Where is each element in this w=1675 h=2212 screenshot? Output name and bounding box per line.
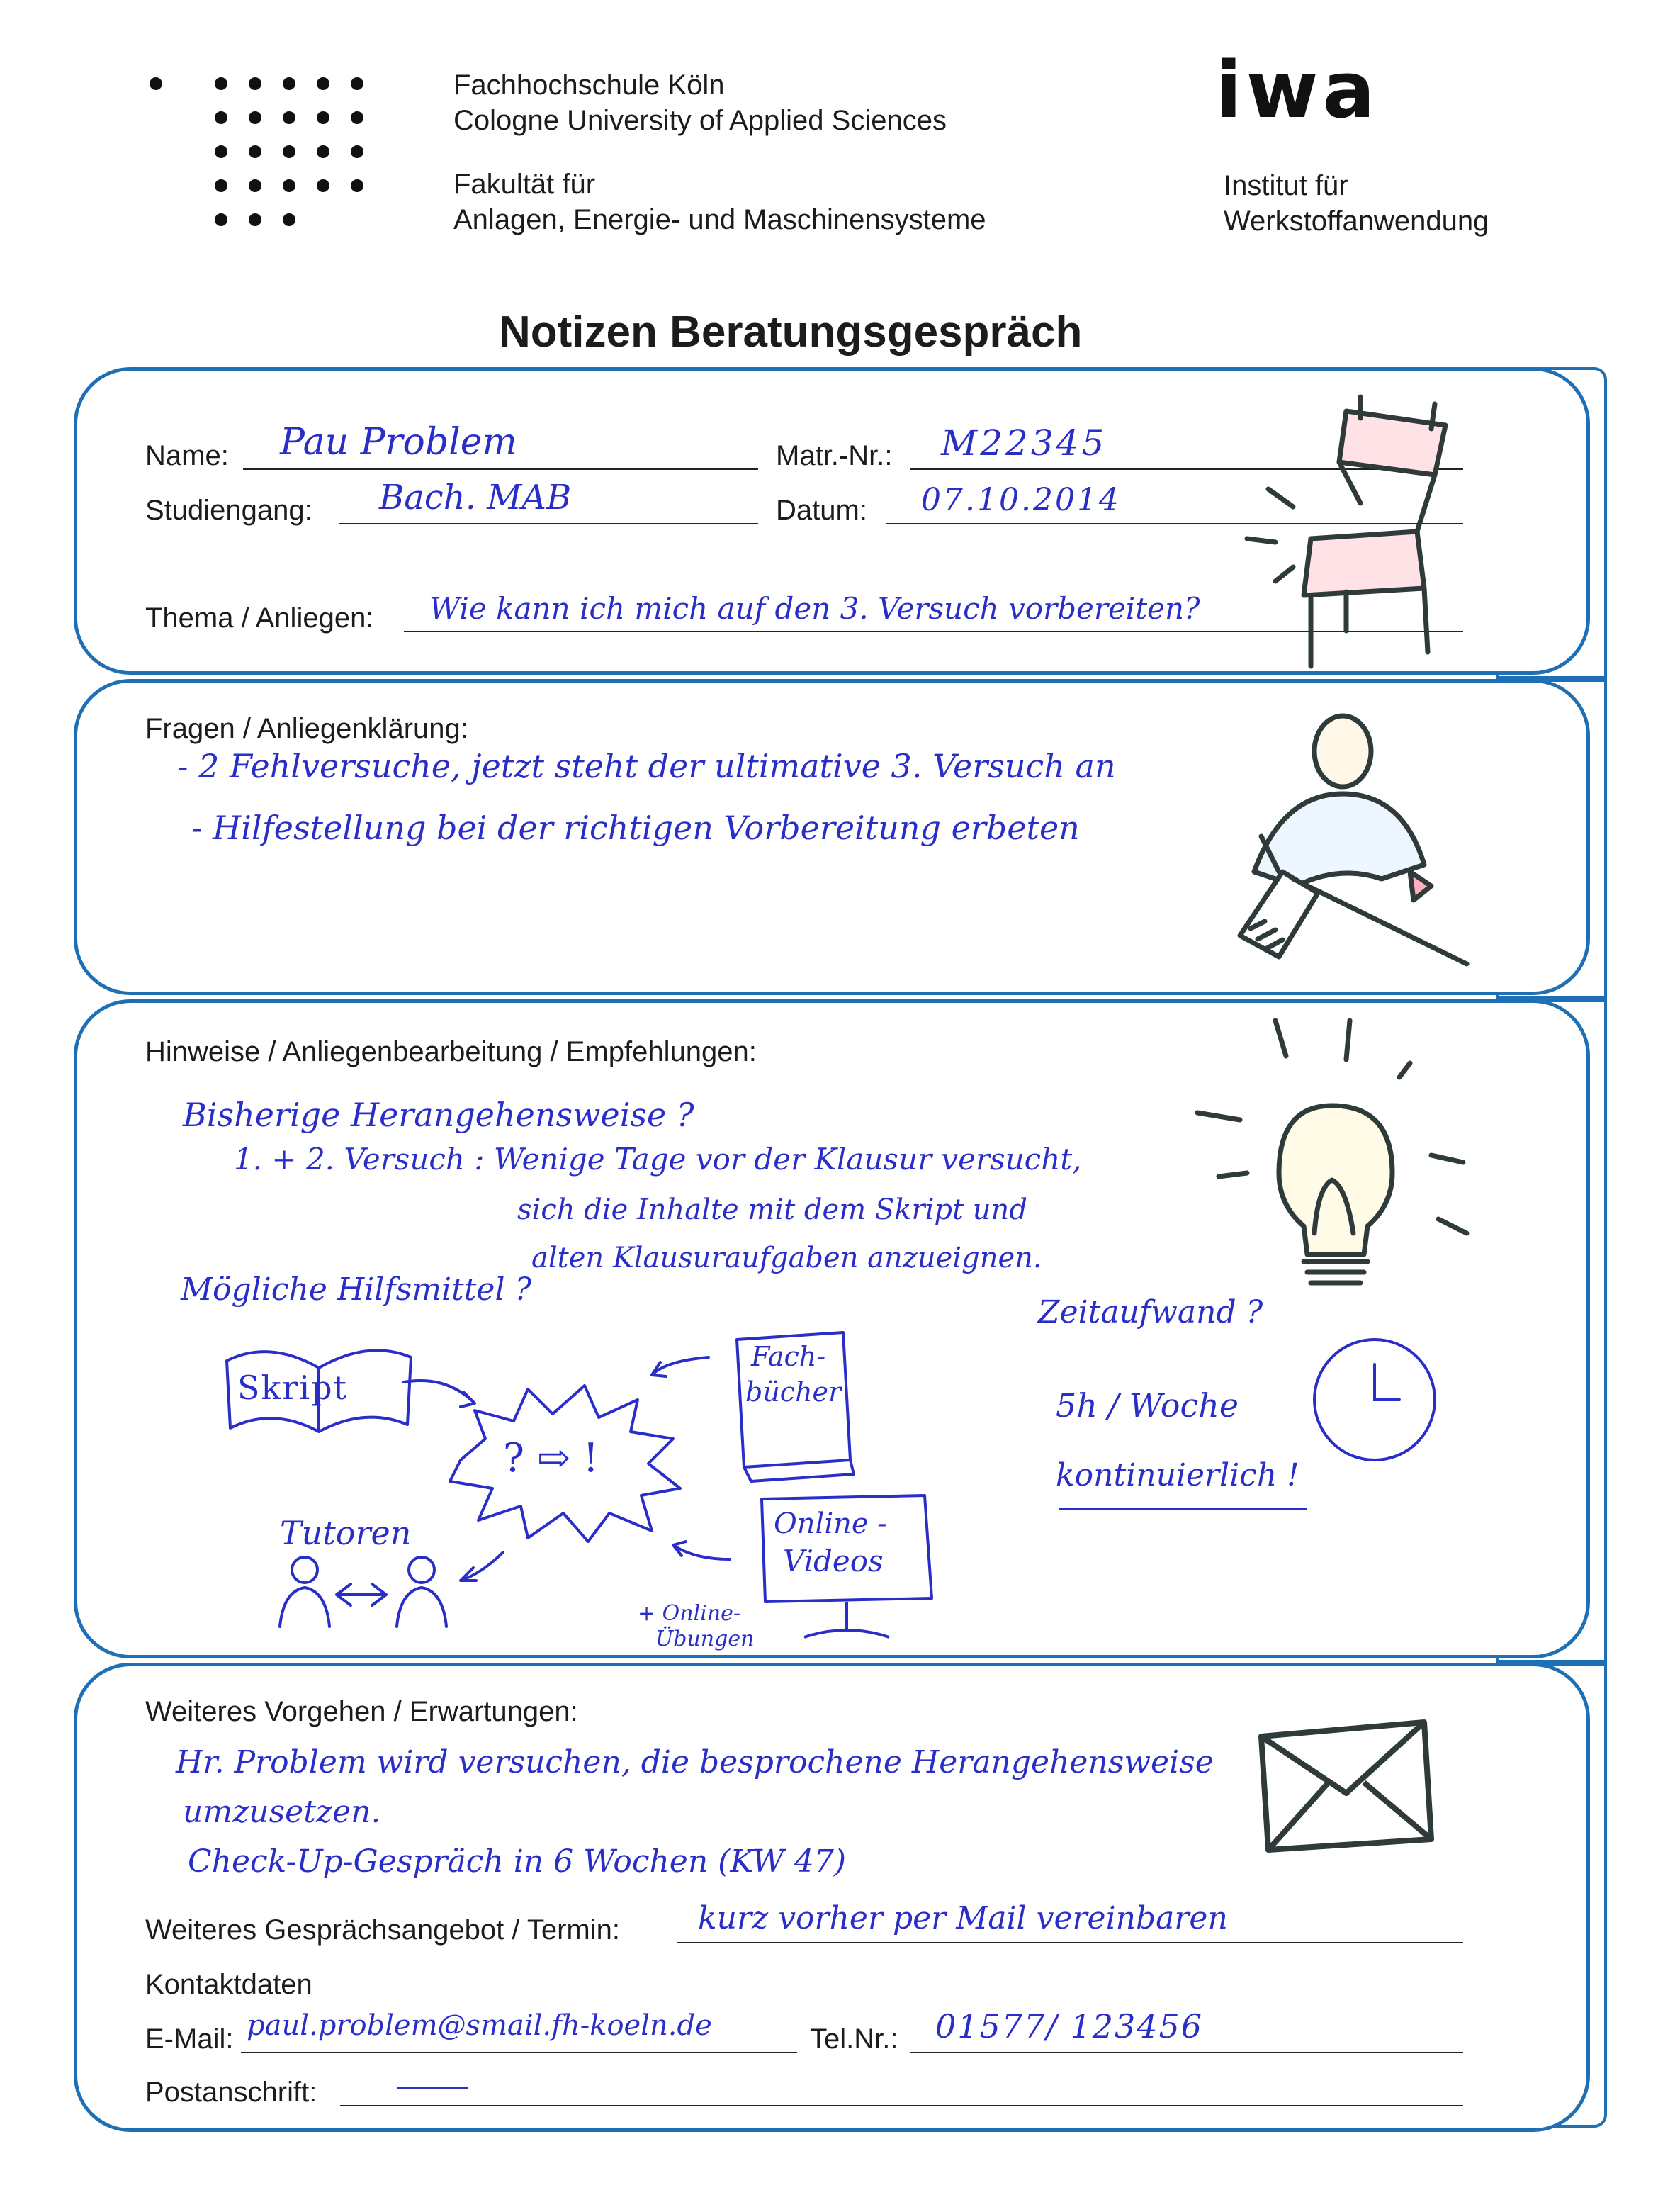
hints-question-2[interactable]: Mögliche Hilfsmittel ? — [181, 1271, 532, 1308]
address-dash — [397, 2087, 468, 2089]
topic-label: Thema / Anliegen: — [145, 602, 374, 634]
next-steps-note-2[interactable]: umzusetzen. — [183, 1794, 381, 1830]
questions-note-2[interactable]: - Hilfestellung bei der richtigen Vorbereitung erbeten — [191, 809, 1080, 847]
next-steps-label: Weiteres Vorgehen / Erwartungen: — [145, 1696, 578, 1727]
institute-name — [1224, 168, 1489, 239]
uebungen-line-1[interactable]: + Online- — [638, 1601, 740, 1626]
hints-answer-line-1[interactable]: 1. + 2. Versuch : Wenige Tage vor der Klausur versucht, — [234, 1142, 1082, 1177]
next-steps-note-1[interactable]: Hr. Problem wird versuchen, die besprochene Herangehensweise — [176, 1744, 1214, 1780]
hints-answer-line-2[interactable]: sich die Inhalte mit dem Skript und — [517, 1194, 1027, 1226]
faculty-name — [453, 167, 986, 237]
video-line-1[interactable]: Online - — [774, 1508, 887, 1540]
uebungen-line-2[interactable]: Übungen — [655, 1627, 755, 1651]
email-underline — [241, 2052, 797, 2053]
institute-line-2: Werkstoffanwendung — [1224, 206, 1489, 237]
time-question[interactable]: Zeitaufwand ? — [1038, 1294, 1263, 1330]
hints-question-1[interactable]: Bisherige Herangehensweise ? — [183, 1096, 694, 1134]
matr-label: Matr.-Nr.: — [776, 440, 893, 471]
university-line-2: Cologne University of Applied Sciences — [453, 105, 947, 136]
page-title: Notizen Beratungsgespräch — [499, 308, 1083, 356]
burst-text[interactable]: ? ⇨ ! — [503, 1435, 599, 1481]
skript-label[interactable]: Skript — [237, 1369, 349, 1407]
questions-label: Fragen / Anliegenklärung: — [145, 713, 468, 744]
offer-label: Weiteres Gesprächsangebot / Termin: — [145, 1914, 620, 1946]
faculty-line-1: Fakultät für — [453, 169, 596, 200]
name-value[interactable]: Pau Problem — [280, 421, 517, 464]
resource-arrows — [397, 1347, 893, 1630]
name-label: Name: — [145, 440, 229, 471]
person-writing-icon — [1197, 709, 1453, 950]
contact-data-label: Kontaktdaten — [145, 1969, 312, 2000]
clock-icon — [1307, 1332, 1449, 1474]
name-underline — [243, 468, 758, 470]
tutoren-label[interactable]: Tutoren — [280, 1514, 412, 1552]
fachbuecher-line-2[interactable]: bücher — [745, 1376, 842, 1408]
course-underline — [339, 523, 758, 524]
date-value[interactable]: 07.10.2014 — [921, 482, 1121, 518]
university-line-1: Fachhochschule Köln — [453, 69, 725, 101]
email-label: E-Mail: — [145, 2023, 234, 2055]
phone-value[interactable]: 01577/ 123456 — [935, 2007, 1204, 2045]
faculty-line-2: Anlagen, Energie- und Maschinensysteme — [453, 204, 986, 235]
next-steps-note-3[interactable]: Check-Up-Gespräch in 6 Wochen (KW 47) — [188, 1843, 847, 1880]
matr-value[interactable]: M22345 — [941, 422, 1107, 464]
university-name — [453, 67, 947, 138]
video-line-2[interactable]: Videos — [783, 1544, 884, 1578]
university-logo-dots — [142, 71, 326, 241]
address-underline — [340, 2105, 1463, 2106]
time-answer-1[interactable]: 5h / Woche — [1056, 1386, 1239, 1425]
iwa-logo: iwa — [1215, 45, 1380, 135]
course-value[interactable]: Bach. MAB — [379, 478, 572, 517]
questions-note-1[interactable]: - 2 Fehlversuche, jetzt steht der ultimative 3. Versuch an — [177, 747, 1116, 785]
time-underline — [1059, 1508, 1307, 1510]
light-bulb-icon — [1197, 1021, 1467, 1290]
envelope-icon — [1254, 1715, 1438, 1857]
chair-icon — [1254, 397, 1438, 652]
address-label: Postanschrift: — [145, 2077, 317, 2108]
course-label: Studiengang: — [145, 495, 312, 526]
fachbuecher-line-1[interactable]: Fach- — [751, 1341, 826, 1372]
offer-value[interactable]: kurz vorher per Mail vereinbaren — [698, 1900, 1228, 1936]
topic-value[interactable]: Wie kann ich mich auf den 3. Versuch vorbereiten? — [429, 591, 1200, 626]
email-value[interactable]: paul.problem@smail.fh-koeln.de — [247, 2009, 712, 2042]
phone-label: Tel.Nr.: — [810, 2023, 898, 2055]
offer-underline — [677, 1942, 1463, 1943]
phone-underline — [910, 2052, 1463, 2053]
date-label: Datum: — [776, 495, 867, 526]
hints-label: Hinweise / Anliegenbearbeitung / Empfehlungen: — [145, 1036, 757, 1067]
time-answer-2[interactable]: kontinuierlich ! — [1056, 1457, 1299, 1493]
hints-answer-line-3[interactable]: alten Klausuraufgaben anzueignen. — [531, 1242, 1042, 1274]
institute-line-1: Institut für — [1224, 170, 1348, 201]
